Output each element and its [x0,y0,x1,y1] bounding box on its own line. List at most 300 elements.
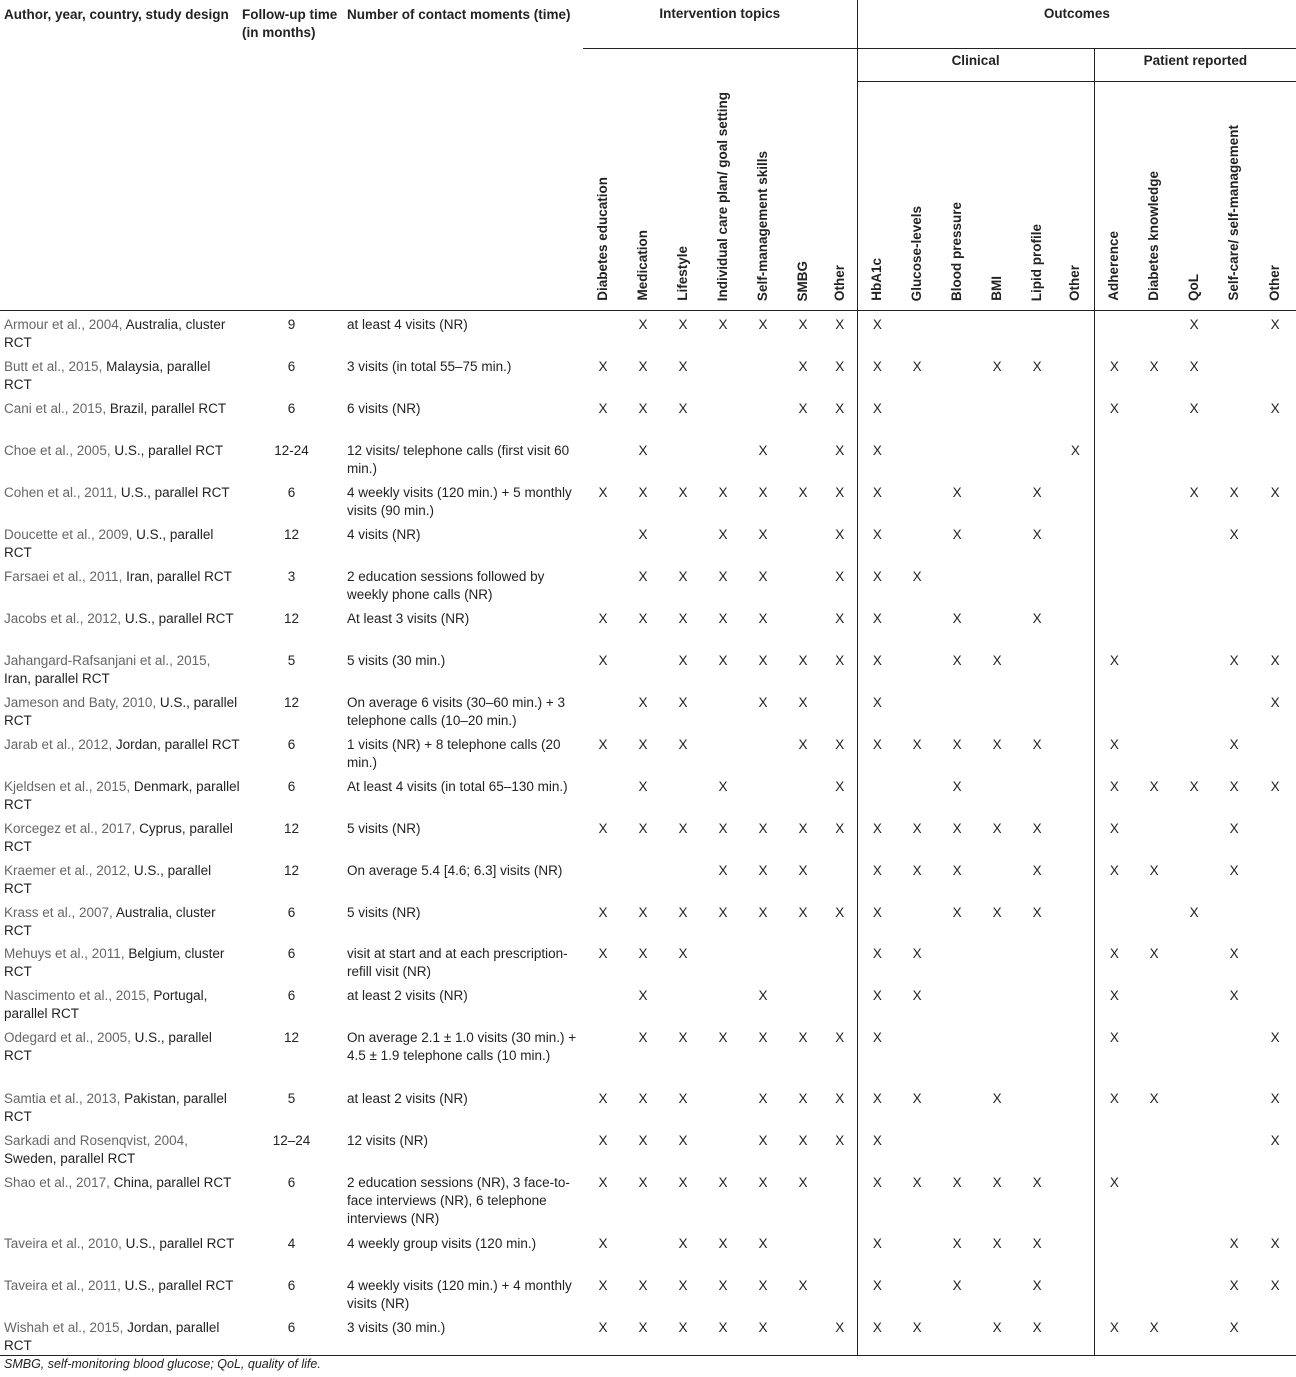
mark-cell [1214,311,1254,353]
mark-cell [1134,311,1174,353]
author-link[interactable]: Korcegez et al., 2017, [4,820,136,836]
mark-cell: X [857,731,897,773]
mark-cell: X [1270,778,1280,794]
mark-cell [1057,899,1094,940]
mark-cell [1094,1230,1134,1272]
mark-cell [977,395,1017,437]
mark-cell [1134,1024,1174,1085]
mark-cell: X [663,1314,703,1356]
mark-cell: X [1229,652,1239,668]
header-clinical-col [857,82,897,311]
mark-cell [897,1272,937,1314]
mark-cell: X [1149,358,1159,374]
mark-cell [1017,311,1057,353]
mark-cell [1254,1314,1296,1356]
column-label: Lifestyle [675,246,690,301]
followup-cell: 12 [283,610,300,626]
mark-cell: X [678,317,688,332]
mark-cell: X [1189,400,1199,416]
contacts-cell: 12 visits (NR) [347,1132,429,1148]
table-row [0,689,1296,731]
mark-cell [1214,1085,1254,1127]
mark-cell: X [952,610,962,626]
followup-cell: 12–24 [272,1132,311,1148]
header-patient-col [1134,82,1174,311]
mark-cell: X [1094,940,1134,982]
mark-cell: X [798,1090,808,1106]
mark-cell [1254,731,1296,773]
mark-cell [1134,479,1174,521]
mark-cell: X [857,353,897,395]
column-label: BMI [989,276,1005,301]
mark-cell [1017,1024,1057,1085]
mark-cell: X [718,526,728,542]
mark-cell: X [678,1090,688,1106]
author-link[interactable]: Butt et al., 2015, [4,358,103,374]
followup-cell: 6 [287,358,296,374]
contacts-cell: 4 visits (NR) [347,526,421,542]
column-label: Individual care plan/ goal setting [715,91,730,301]
mark-cell: X [638,484,648,500]
column-label: Self-management skills [755,150,770,301]
mark-cell: X [598,1090,608,1106]
table-row [0,857,1296,899]
mark-cell: X [798,400,808,416]
header-outcomes: Outcomes [857,0,1296,49]
mark-cell: X [1214,1314,1254,1356]
mark-cell [1017,689,1057,731]
followup-cell: 6 [287,778,296,794]
study-details: Australia, cluster RCT [4,317,226,350]
mark-cell [937,1085,977,1127]
author-link[interactable]: Odegard et al., 2005, [4,1029,131,1045]
header-clinical-col [1017,82,1057,311]
author-link[interactable]: Taveira et al., 2010, [4,1235,122,1251]
mark-cell [1057,731,1094,773]
mark-cell [1254,857,1296,899]
mark-cell [1174,1085,1214,1127]
table-row [0,731,1296,773]
mark-cell: X [1270,1235,1280,1251]
mark-cell [783,1230,823,1272]
mark-cell [1174,563,1214,605]
mark-cell: X [897,1314,937,1356]
contacts-cell: 4 weekly visits (120 min.) + 5 monthly visits (90 min.) [347,484,572,518]
mark-cell: X [798,652,808,668]
mark-cell: X [598,820,608,836]
mark-cell [783,563,823,605]
study-cell [0,940,240,982]
study-cell [0,982,240,1024]
mark-cell: X [758,442,768,458]
study-details: U.S., parallel RCT [110,442,224,458]
mark-cell [1174,857,1214,899]
mark-cell [1134,1272,1174,1314]
mark-cell [1174,982,1214,1024]
author-link[interactable]: Cani et al., 2015, [4,400,107,416]
mark-cell [703,353,743,395]
mark-cell [1094,521,1134,563]
author-link[interactable]: Armour et al., 2004, [4,317,123,332]
mark-cell: X [638,694,648,710]
mark-cell: X [857,899,897,940]
mark-cell: X [835,652,845,668]
study-cell [0,1314,240,1356]
mark-cell: X [798,484,808,500]
study-cell [0,857,240,899]
mark-cell: X [1189,904,1199,920]
mark-cell: X [1134,1314,1174,1356]
mark-cell [977,563,1017,605]
mark-cell: X [952,862,962,878]
mark-cell [857,773,897,815]
mark-cell [1174,437,1214,479]
column-label: Other [1067,264,1083,301]
study-cell [0,395,240,437]
mark-cell [703,437,743,479]
mark-cell: X [992,820,1002,836]
mark-cell: X [718,904,728,920]
study-cell [0,689,240,731]
mark-cell [703,395,743,437]
study-details: Iran, parallel RCT [4,670,110,686]
study-cell [0,899,240,940]
mark-cell: X [857,521,897,563]
mark-cell [1134,1127,1174,1169]
mark-cell: X [857,1085,897,1127]
contacts-cell: 5 visits (NR) [347,904,421,920]
mark-cell: X [912,568,922,584]
mark-cell [897,899,937,940]
mark-cell: X [857,437,897,479]
header-patient-col [1214,82,1254,311]
mark-cell [977,689,1017,731]
table-row [0,479,1296,521]
column-label: Adherence [1106,231,1122,301]
mark-cell: X [1189,358,1199,374]
author-link[interactable]: Farsaei et al., 2011, [4,568,123,584]
mark-cell [1134,395,1174,437]
mark-cell [583,857,623,899]
mark-cell: X [835,1132,845,1148]
mark-cell [937,1127,977,1169]
table-row [0,1024,1296,1085]
mark-cell: X [1094,857,1134,899]
mark-cell: X [1270,317,1280,332]
table-row [0,899,1296,940]
author-link[interactable]: Sarkadi and Rosenqvist, 2004, [4,1132,188,1148]
mark-cell: X [598,904,608,920]
mark-cell: X [678,484,688,500]
mark-cell [623,857,663,899]
author-link[interactable]: Jacobs et al., 2012, [4,610,122,626]
mark-cell: X [1270,1029,1280,1045]
header-clinical-col [1057,82,1094,311]
mark-cell [583,1024,623,1085]
mark-cell: X [638,610,648,626]
mark-cell: X [718,568,728,584]
study-cell [0,1085,240,1127]
mark-cell [897,395,937,437]
mark-cell [1094,899,1134,940]
mark-cell [1174,815,1214,857]
followup-cell: 12 [283,1029,300,1045]
mark-cell: X [758,652,768,668]
study-details: U.S., parallel RCT [4,1029,212,1063]
mark-cell: X [638,442,648,458]
mark-cell [1057,1314,1094,1356]
mark-cell [1017,940,1057,982]
mark-cell: X [678,694,688,710]
mark-cell [977,1024,1017,1085]
mark-cell: X [835,568,845,584]
mark-cell: X [857,982,897,1024]
mark-cell: X [758,1090,768,1106]
mark-cell [1057,605,1094,647]
mark-cell [1254,353,1296,395]
mark-cell [977,1272,1017,1314]
author-link[interactable]: Krass et al., 2007, [4,904,113,920]
contacts-cell: 12 visits/ telephone calls (first visit 60 min.) [347,442,570,476]
followup-cell: 6 [287,987,296,1003]
mark-cell: X [758,987,768,1003]
table-row [0,605,1296,647]
mark-cell [783,773,823,815]
mark-cell: X [1270,694,1280,710]
mark-cell [823,1169,857,1230]
mark-cell [1057,395,1094,437]
study-cell [0,773,240,815]
mark-cell: X [952,484,962,500]
mark-cell: X [638,400,648,416]
mark-cell: X [758,820,768,836]
mark-cell: X [678,610,688,626]
followup-cell: 12 [283,820,300,836]
mark-cell: X [1189,778,1199,794]
mark-cell: X [835,736,845,752]
mark-cell [703,731,743,773]
mark-cell [937,563,977,605]
mark-cell: X [857,395,897,437]
author-link[interactable]: Kjeldsen et al., 2015, [4,778,131,794]
mark-cell: X [758,904,768,920]
mark-cell [1254,563,1296,605]
mark-cell: X [638,568,648,584]
author-link[interactable]: Jarab et al., 2012, [4,736,113,752]
mark-cell [1174,731,1214,773]
header-intervention-topics: Intervention topics [583,0,857,49]
table-row [0,521,1296,563]
table-row [0,563,1296,605]
mark-cell [937,353,977,395]
mark-cell [977,311,1017,353]
author-link[interactable]: Mehuys et al., 2011, [4,945,125,961]
mark-cell: X [1270,1277,1280,1293]
mark-cell: X [718,1029,728,1045]
study-details: U.S., parallel RCT [120,1277,234,1293]
mark-cell: X [758,694,768,710]
mark-cell [1134,437,1174,479]
mark-cell: X [758,484,768,500]
author-link[interactable]: Jameson and Baty, 2010, [4,694,157,710]
header-patient-col [1174,82,1214,311]
study-details: China, parallel RCT [109,1174,232,1190]
author-link[interactable]: Samtia et al., 2013, [4,1090,121,1106]
mark-cell: X [952,904,962,920]
mark-cell: X [678,945,688,961]
mark-cell: X [718,610,728,626]
followup-cell: 3 [287,568,296,584]
mark-cell: X [718,778,728,794]
mark-cell: X [1229,484,1239,500]
mark-cell [1094,479,1134,521]
mark-cell [663,857,703,899]
study-cell [0,437,240,479]
mark-cell: X [835,820,845,836]
followup-cell: 6 [287,1277,296,1293]
mark-cell [977,437,1017,479]
mark-cell [1057,353,1094,395]
mark-cell: X [638,1174,648,1190]
author-link[interactable]: Shao et al., 2017, [4,1174,110,1190]
mark-cell [783,437,823,479]
mark-cell [1214,353,1254,395]
header-patient-reported: Patient reported [1094,49,1296,82]
mark-cell: X [1270,652,1280,668]
mark-cell: X [718,820,728,836]
study-cell [0,815,240,857]
mark-cell [1254,1169,1296,1230]
mark-cell: X [1229,778,1239,794]
mark-cell: X [718,317,728,332]
mark-cell: X [1032,1277,1042,1293]
mark-cell [1057,563,1094,605]
followup-cell: 6 [287,904,296,920]
mark-cell [1057,1024,1094,1085]
mark-cell: X [598,358,608,374]
mark-cell: X [835,358,845,374]
mark-cell [823,1272,857,1314]
mark-cell: X [857,1230,897,1272]
mark-cell: X [718,484,728,500]
mark-cell [1017,437,1057,479]
study-details: Portugal, parallel RCT [4,987,208,1021]
mark-cell: X [992,652,1002,668]
mark-cell: X [1094,1085,1134,1127]
author-link[interactable]: Cohen et al., 2011, [4,484,118,500]
mark-cell [937,940,977,982]
table-row [0,437,1296,479]
mark-cell [937,689,977,731]
mark-cell [937,1314,977,1356]
mark-cell: X [835,610,845,626]
mark-cell [823,940,857,982]
study-cell [0,1169,240,1230]
mark-cell [1134,521,1174,563]
mark-cell [583,689,623,731]
author-link[interactable]: Doucette et al., 2009, [4,526,133,542]
mark-cell: X [1229,1277,1239,1293]
author-link[interactable]: Jahangard-Rafsanjani et al., 2015, [4,652,211,668]
study-details: Cyprus, parallel RCT [4,820,233,854]
followup-cell: 12 [283,862,300,878]
author-link[interactable]: Wishah et al., 2015, [4,1319,124,1335]
mark-cell [1174,1024,1214,1085]
mark-cell: X [1094,1169,1134,1230]
mark-cell [977,982,1017,1024]
mark-cell [663,982,703,1024]
mark-cell [1134,1169,1174,1230]
mark-cell [1017,1127,1057,1169]
column-label: Other [831,264,847,301]
mark-cell [1214,437,1254,479]
followup-cell: 6 [240,1314,343,1356]
mark-cell [1214,899,1254,940]
author-link[interactable]: Taveira et al., 2011, [4,1277,121,1293]
study-cell [0,731,240,773]
mark-cell: X [1229,945,1239,961]
mark-cell [703,689,743,731]
mark-cell: X [718,862,728,878]
author-link[interactable]: Choe et al., 2005, [4,442,111,458]
mark-cell [1174,521,1214,563]
mark-cell: X [912,862,922,878]
mark-cell: X [598,1174,608,1190]
mark-cell [1057,311,1094,353]
mark-cell: X [638,1090,648,1106]
mark-cell [583,563,623,605]
contacts-cell: 3 visits (30 min.) [343,1314,583,1356]
mark-cell: X [857,1024,897,1085]
author-link[interactable]: Kraemer et al., 2012, [4,862,131,878]
mark-cell: X [638,358,648,374]
mark-cell: X [718,652,728,668]
mark-cell [977,521,1017,563]
mark-cell [1057,1272,1094,1314]
mark-cell: X [678,736,688,752]
table-row [0,1230,1296,1272]
mark-cell: X [857,1127,897,1169]
mark-cell [1057,1230,1094,1272]
mark-cell: X [857,940,897,982]
followup-cell: 12 [283,526,300,542]
mark-cell [1017,563,1057,605]
study-details: U.S., parallel RCT [117,484,230,500]
mark-cell [897,1024,937,1085]
mark-cell: X [798,1277,808,1293]
mark-cell [977,479,1017,521]
column-label: Diabetes education [595,177,610,301]
mark-cell: X [798,820,808,836]
mark-cell [1254,437,1296,479]
table-row [0,395,1296,437]
mark-cell [937,311,977,353]
mark-cell: X [1094,815,1134,857]
mark-cell [897,605,937,647]
contacts-cell: at least 4 visits (NR) [347,317,468,332]
mark-cell [583,773,623,815]
study-details: U.S., parallel RCT [121,610,234,626]
mark-cell: X [1094,731,1134,773]
author-link[interactable]: Nascimento et al., 2015, [4,987,150,1003]
mark-cell: X [952,1277,962,1293]
table-row [0,1085,1296,1127]
mark-cell: X [798,862,808,878]
mark-cell [1214,1127,1254,1169]
mark-cell: X [857,311,897,353]
mark-cell [897,689,937,731]
mark-cell [1134,647,1174,689]
